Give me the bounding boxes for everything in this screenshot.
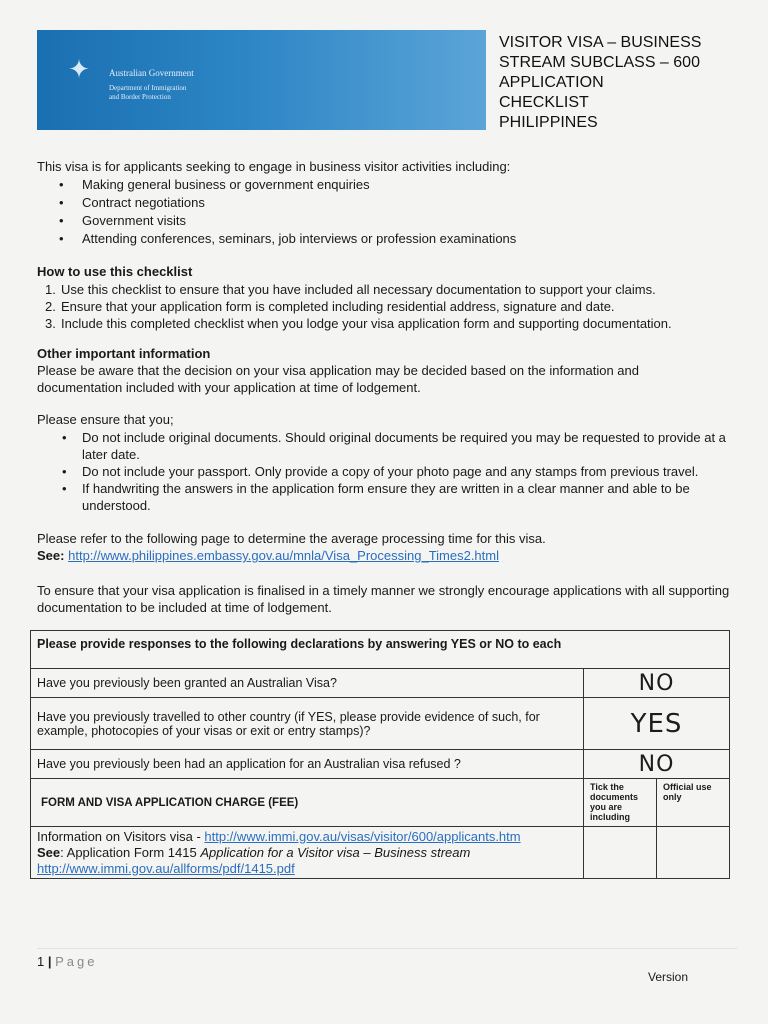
list-item: • Government visits [37,212,516,230]
logo-line-border: and Border Protection [109,93,171,101]
official-column-header: Official use only [657,779,730,827]
see-label: See [37,548,61,563]
intro-text: This visa is for applicants seeking to engage in business visitor activities including: [37,159,511,174]
title-line: VISITOR VISA – BUSINESS [499,34,702,51]
how-to-heading: How to use this checklist [37,264,193,279]
processing-times-link[interactable]: http://www.philippines.embassy.gov.au/mnla/Visa_Processing_Times2.html [68,548,499,563]
fee-heading: FORM AND VISA APPLICATION CHARGE (FEE) [31,779,584,827]
government-banner [37,30,486,130]
list-item: 2. Ensure that your application form is completed including residential address, signature and date. [45,299,615,314]
logo-line-government: Australian Government [109,68,194,78]
see-colon: : [60,548,65,563]
declaration-question: Have you previously been granted an Australian Visa? [31,669,584,698]
timely-text: To ensure that your visa application is finalised in a timely manner we strongly encourage applications with all supporting documentation to be included at time of lodgement. [37,583,730,615]
visa-info-cell: Information on Visitors visa - http://www.immi.gov.au/visas/visitor/600/applicants.htm See: Application Form 1415 Application for a Visitor visa – Business stream http://www.immi.gov.au/allforms/pdf/1415.pdf [31,827,584,879]
declarations-header: Please provide responses to the following declarations by answering YES or NO to each [31,631,730,669]
processing-see [37,547,499,564]
logo-line-department: Department of Immigration [109,84,187,92]
declaration-question: Have you previously been had an application for an Australian visa refused ? [31,750,584,779]
document-title [499,33,749,133]
page-number: 1 [37,954,45,969]
list-item: 3. Include this completed checklist when you lodge your visa application form and supporting documentation. [45,316,672,331]
processing-text: Please refer to the following page to determine the average processing time for this visa. [37,531,546,546]
declaration-answer[interactable]: YES [584,698,730,750]
list-item: • Making general business or government enquiries [37,176,516,194]
title-line: STREAM SUBCLASS – 600 [499,54,700,71]
table-row [31,669,730,698]
list-item: • Do not include original documents. Should original documents be required you may be requested to provide at a later date. [37,429,732,463]
ensure-list [37,429,747,514]
declaration-answer[interactable]: NO [584,750,730,779]
list-item: • If handwriting the answers in the application form ensure they are written in a clear manner and able to be understood. [37,480,702,514]
activities-list [37,176,516,248]
tick-cell[interactable] [584,827,657,879]
page-separator: | [47,954,52,969]
coat-of-arms-icon: ✦ [68,54,90,84]
declaration-question: Have you previously travelled to other country (if YES, please provide evidence of such, for example, photocopies of your visas or exit or entry stamps)? [31,698,584,750]
table-row [31,698,730,750]
list-item: 1. Use this checklist to ensure that you have included all necessary documentation to support your claims. [45,282,656,297]
declaration-answer[interactable]: NO [584,669,730,698]
list-item: • Attending conferences, seminars, job interviews or profession examinations [37,230,516,248]
version-label: Version [648,970,689,984]
table-row [31,750,730,779]
official-use-cell [657,827,730,879]
table-row [31,827,730,879]
form-1415-link[interactable]: http://www.immi.gov.au/allforms/pdf/1415.pdf [37,860,295,876]
table-row [31,631,730,669]
other-info-heading: Other important information [37,346,211,361]
how-to-steps [37,281,747,332]
table-row [31,779,730,827]
list-item: • Do not include your passport. Only provide a copy of your photo page and any stamps from previous travel. [37,463,747,480]
page-indicator [37,954,98,969]
page-label: Page [55,954,98,969]
visitor-visa-info-link[interactable]: http://www.immi.gov.au/visas/visitor/600/applicants.htm [204,828,521,844]
other-info-text: Please be aware that the decision on your visa application may be decided based on the information and documentation included with your application at time of lodgement. [37,363,639,395]
footer-divider [37,948,737,949]
declarations-table [30,630,730,879]
title-line: CHECKLIST [499,94,589,111]
tick-column-header: Tick the documents you are including [584,779,657,827]
list-item: • Contract negotiations [37,194,516,212]
title-line: PHILIPPINES [499,114,598,131]
title-line: APPLICATION [499,74,604,91]
ensure-text: Please ensure that you; [37,412,174,427]
